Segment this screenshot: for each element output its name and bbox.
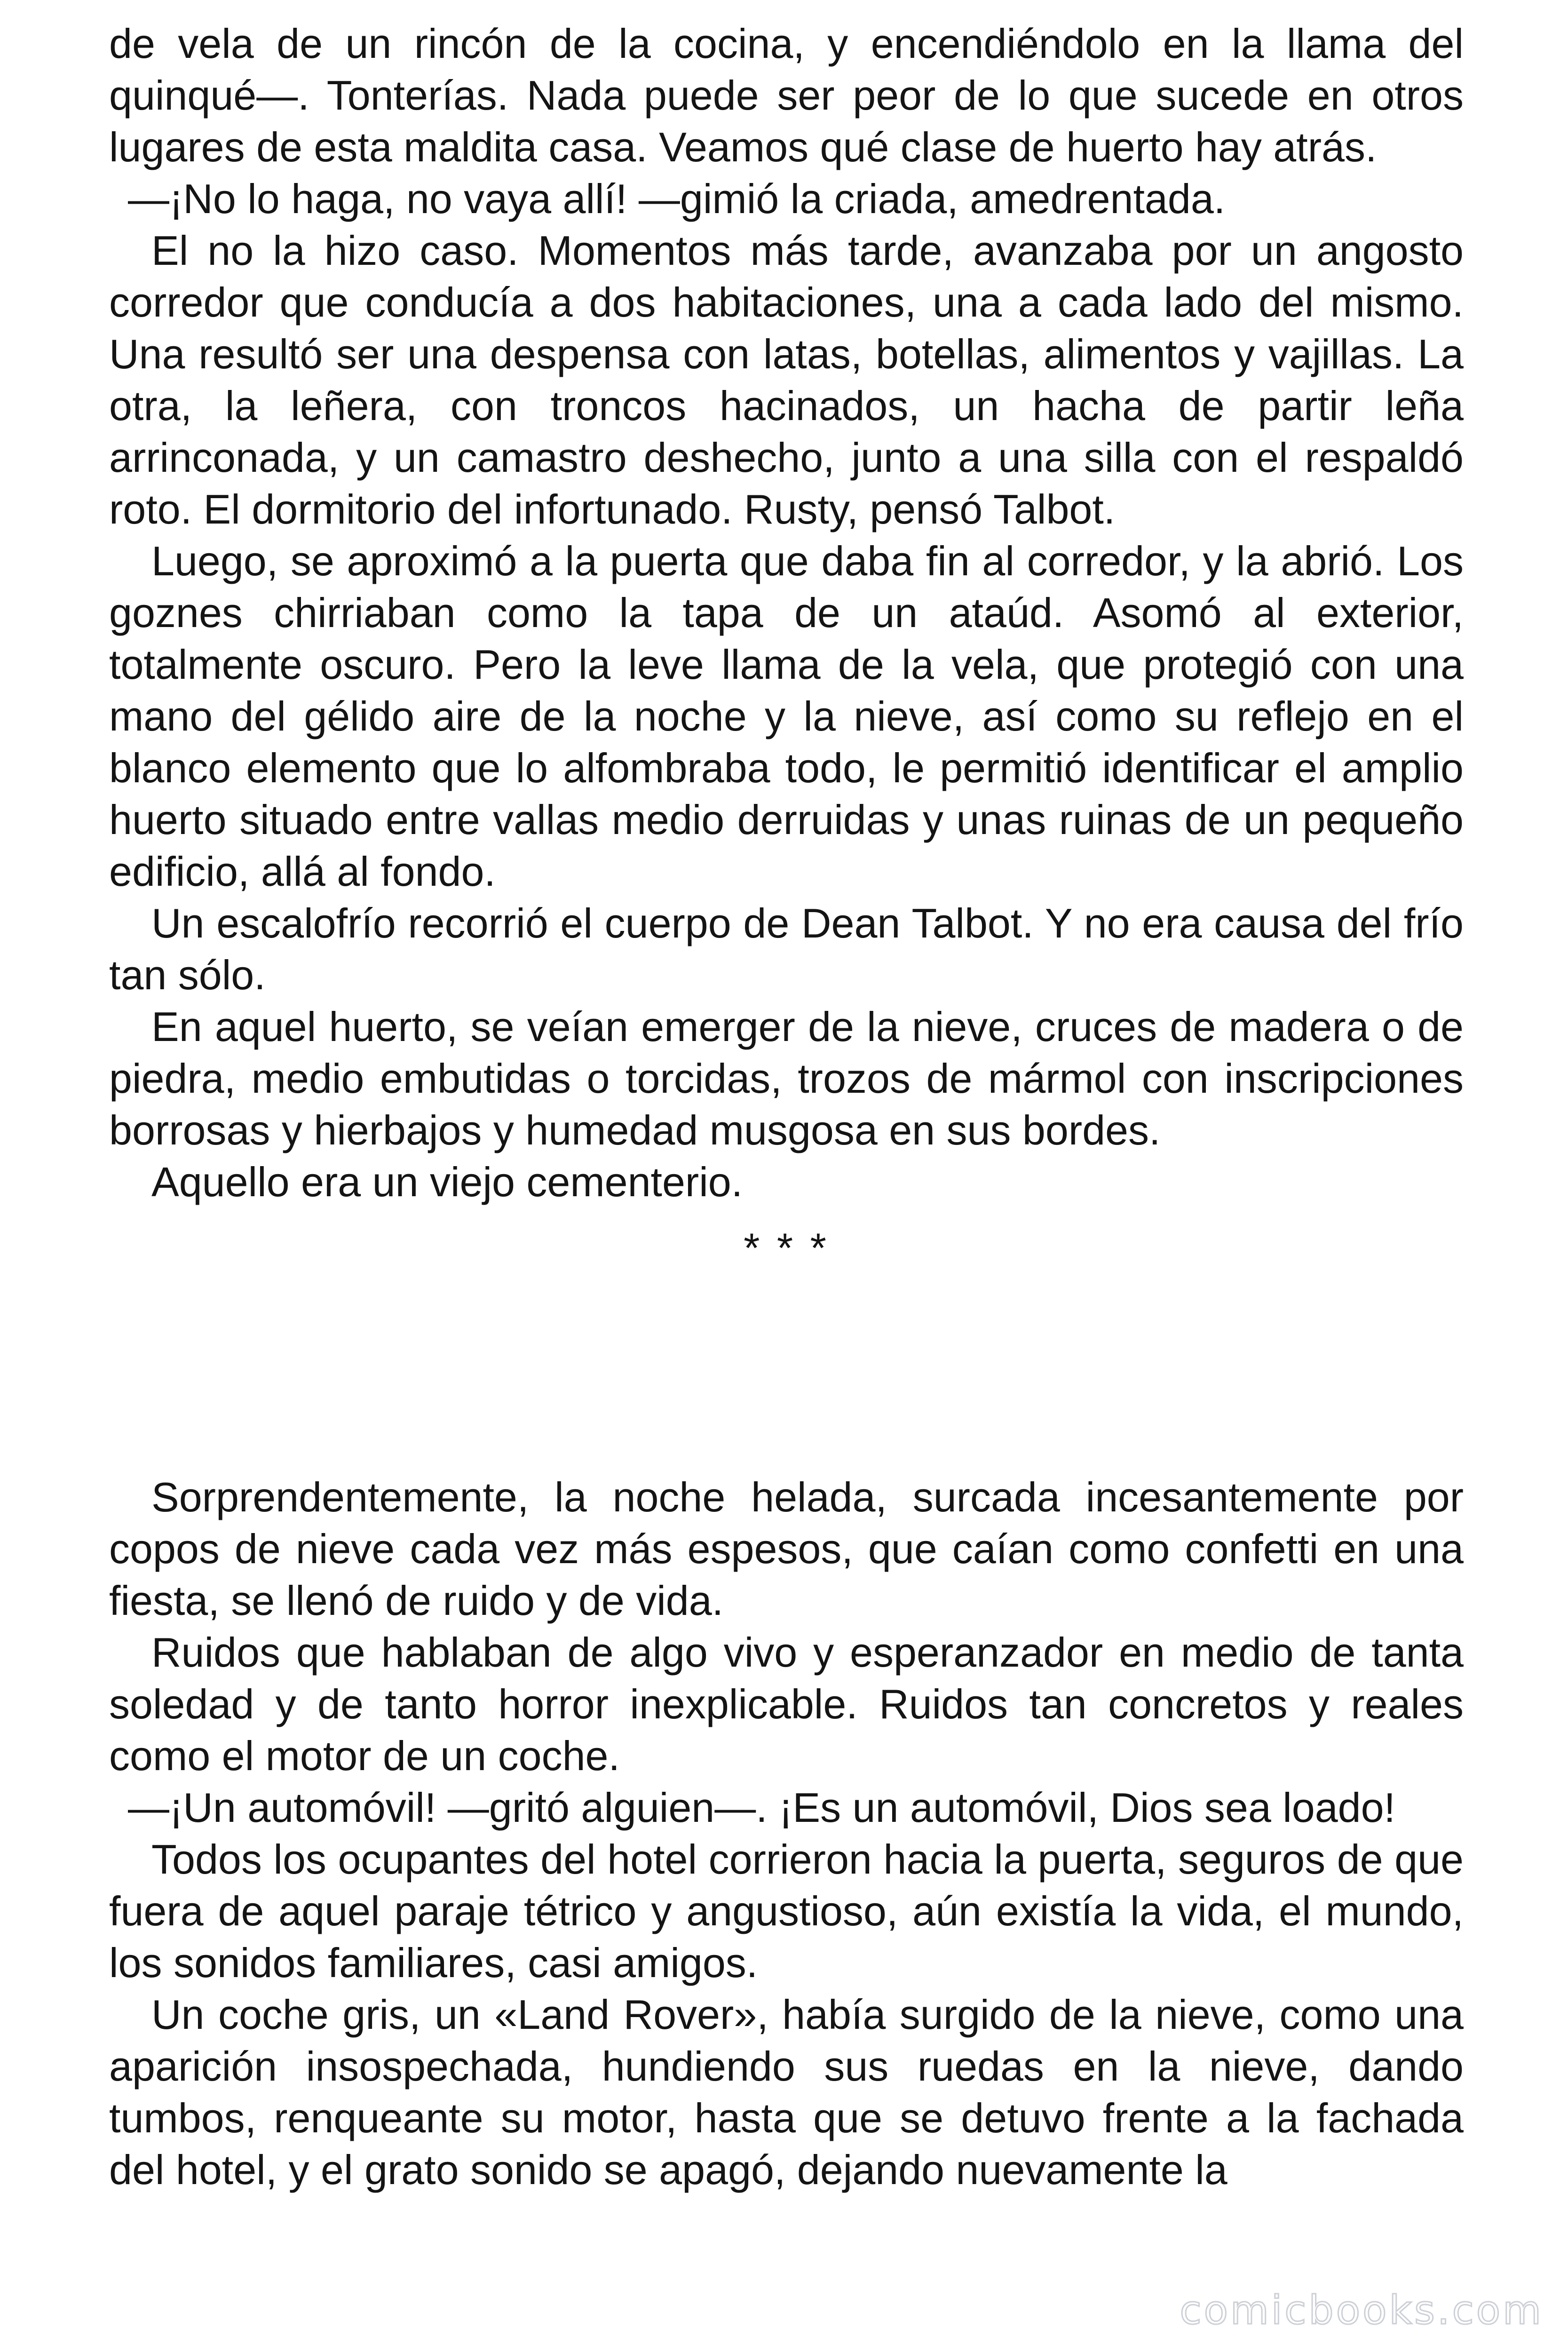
paragraph-dialogue: —¡Un automóvil! —gritó alguien—. ¡Es un automóvil, Dios sea loado!: [128, 1784, 1395, 1831]
paragraph: Todos los ocupantes del hotel corrieron hacia la puerta, seguros de que fuera de aquel paraje tétrico y angustioso, aún existía la vida, el mundo, los sonidos familiares, casi amigos.: [109, 1836, 1464, 1986]
text-column: [109, 18, 1464, 2196]
paragraph: Luego, se aproximó a la puerta que daba fin al corredor, y la abrió. Los goznes chirriaban como la tapa de un ataúd. Asomó al exterior, totalmente oscuro. Pero la leve llama de la vela, que protegió con una mano del gélido aire de la noche y la nieve, así como su reflejo en el blanco elemento que lo alfombraba todo, le permitió identificar el amplio huerto situado entre vallas medio derruidas y unas ruinas de un pequeño edificio, allá al fondo.: [109, 538, 1464, 895]
paragraph: En aquel huerto, se veían emerger de la nieve, cruces de madera o de piedra, medio embutidas o torcidas, trozos de mármol con inscripciones borrosas y hierbajos y humedad musgosa en sus bordes.: [109, 1003, 1464, 1153]
paragraph-cut-off: Un coche gris, un «Land Rover», había surgido de la nieve, como una aparición insospechada, hundiendo sus ruedas en la nieve, dando tumbos, renqueante su motor, hasta que se detuvo frente a la fachada del hotel, y el grato sonido se apagó, dejando nuevamente la: [109, 1991, 1464, 2193]
paragraph-continued: de vela de un rincón de la cocina, y encendiéndolo en la llama del quinqué—. Tonterías. Nada puede ser peor de lo que sucede en otros lugares de esta maldita casa. Veamos qué clase de huerto hay atrás.: [109, 20, 1464, 170]
paragraph: Sorprendentemente, la noche helada, surcada incesantemente por copos de nieve cada vez más espesos, que caían como confetti en una fiesta, se llenó de ruido y de vida.: [109, 1474, 1464, 1624]
section-one: [109, 18, 1464, 1208]
section-break: * * *: [744, 1224, 829, 1271]
paragraph-dialogue: —¡No lo haga, no vaya allí! —gimió la criada, amedrentada.: [128, 175, 1226, 222]
watermark: comicbooks.com: [1180, 2287, 1544, 2333]
paragraph: Un escalofrío recorrió el cuerpo de Dean Talbot. Y no era causa del frío tan sólo.: [109, 900, 1464, 998]
section-two: [109, 1471, 1464, 2196]
paragraph: Aquello era un viejo cementerio.: [151, 1159, 743, 1205]
paragraph: El no la hizo caso. Momentos más tarde, avanzaba por un angosto corredor que conducía a dos habitaciones, una a cada lado del mismo. Una resultó ser una despensa con latas, botellas, alimentos y vajillas. La otra, la leñera, con troncos hacinados, un hacha de partir leña arrinconada, y un camastro deshecho, junto a una silla con el respaldó roto. El dormitorio del infortunado. Rusty, pensó Talbot.: [109, 227, 1464, 532]
paragraph: Ruidos que hablaban de algo vivo y esperanzador en medio de tanta soledad y de tanto horror inexplicable. Ruidos tan concretos y reales como el motor de un coche.: [109, 1629, 1464, 1779]
